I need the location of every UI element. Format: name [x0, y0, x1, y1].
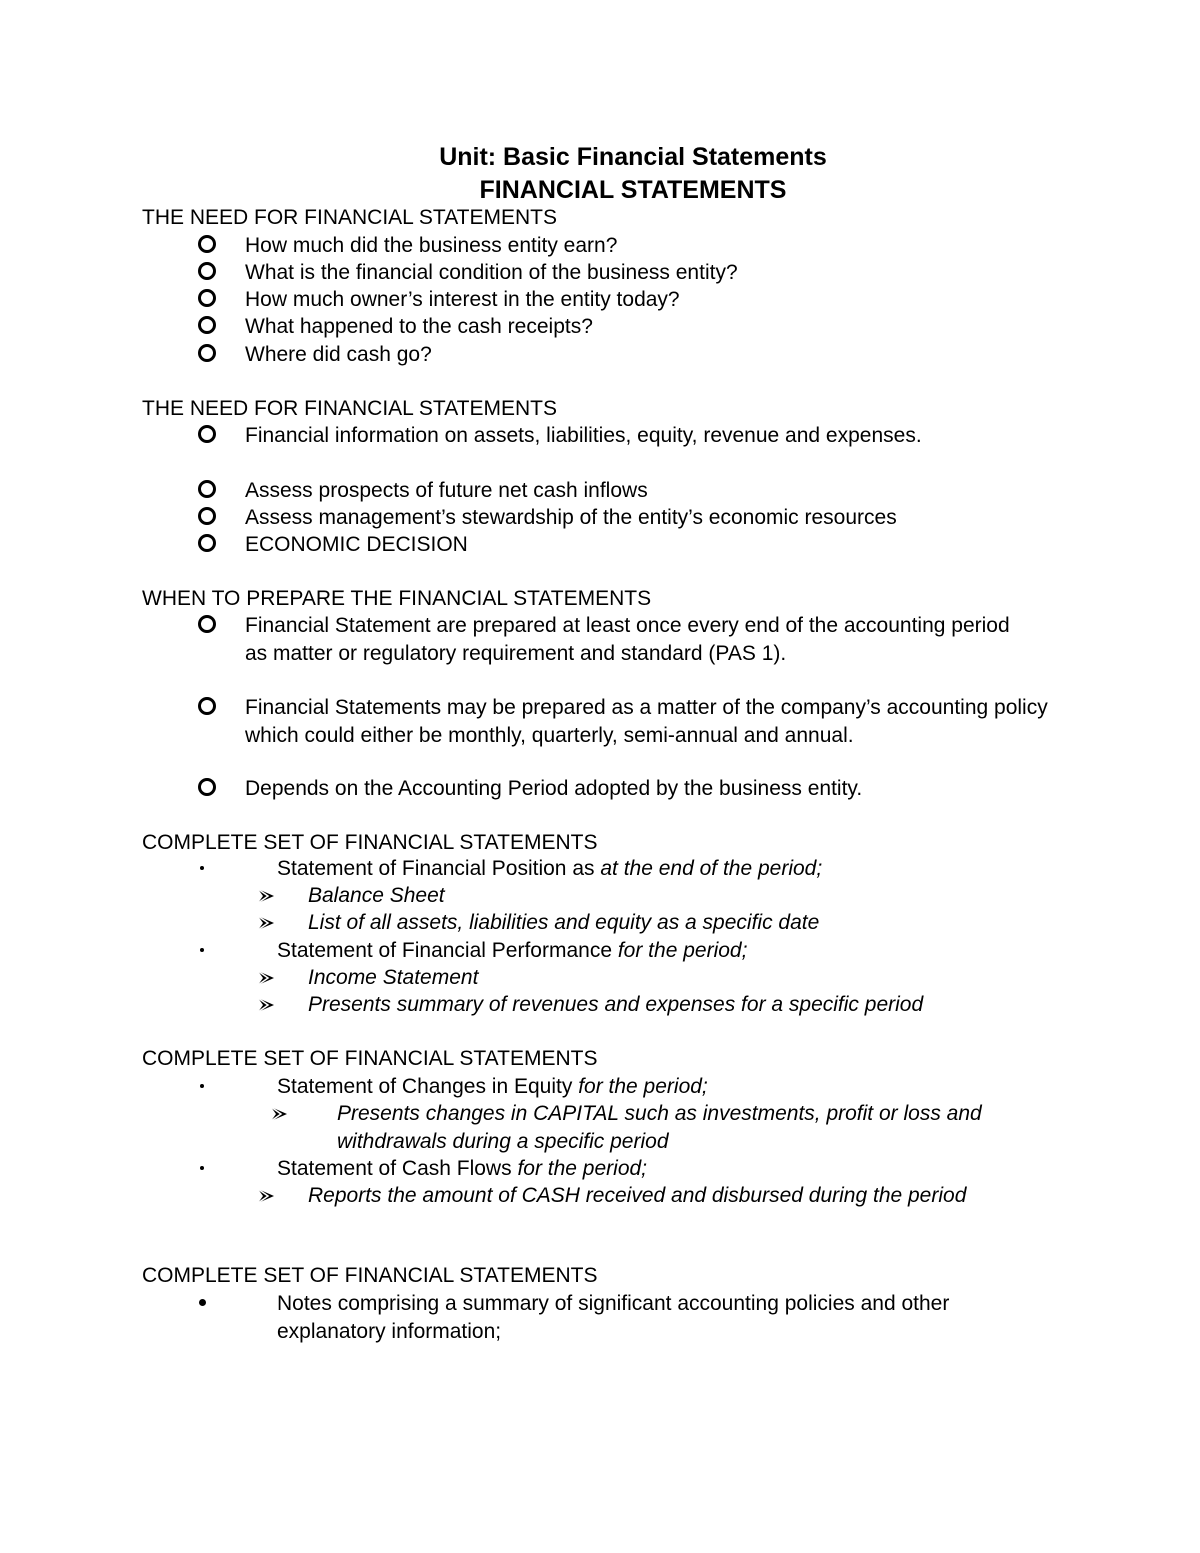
arrow-bullet-icon — [257, 970, 275, 986]
circle-bullet-icon — [198, 480, 216, 498]
list-item: What is the financial condition of the business entity? — [245, 261, 738, 284]
circle-bullet-icon — [198, 235, 216, 253]
circle-bullet-icon — [198, 534, 216, 552]
section-heading: THE NEED FOR FINANCIAL STATEMENTS — [142, 397, 557, 420]
item-text: Statement of Cash Flows — [277, 1157, 518, 1180]
list-item: Assess prospects of future net cash inflows — [245, 479, 648, 502]
list-item: Financial Statements may be prepared as a matter of the company’s accounting policy which could either be monthly, quarterly, semi-annual and annual. — [245, 696, 1048, 747]
sub-item: Presents summary of revenues and expenses for a specific period — [308, 993, 924, 1016]
circle-bullet-icon — [198, 697, 216, 715]
sub-item: Income Statement — [308, 966, 479, 989]
sub-item: List of all assets, liabilities and equity as a specific date — [308, 911, 820, 934]
item-emphasis: for the period; — [578, 1075, 708, 1098]
item-text: Statement of Changes in Equity — [277, 1075, 579, 1098]
section-heading: THE NEED FOR FINANCIAL STATEMENTS — [142, 206, 557, 229]
bullet-dot-icon — [200, 1166, 204, 1170]
list-item — [277, 1155, 1077, 1183]
section-heading: COMPLETE SET OF FINANCIAL STATEMENTS — [142, 1264, 598, 1287]
sub-item: Reports the amount of CASH received and disbursed during the period — [308, 1184, 967, 1207]
list-item — [277, 1073, 1077, 1101]
page-title: Unit: Basic Financial Statements — [439, 143, 827, 171]
arrow-bullet-icon — [257, 1188, 275, 1204]
item-emphasis: at the end of the period; — [600, 857, 823, 880]
arrow-bullet-icon — [257, 915, 275, 931]
circle-bullet-icon — [198, 344, 216, 362]
circle-bullet-icon — [198, 289, 216, 307]
list-item: Notes comprising a summary of significant accounting policies and other explanatory information; — [277, 1292, 950, 1343]
list-item — [277, 855, 1077, 883]
bullet-dot-icon — [199, 1299, 206, 1306]
list-item: Assess management’s stewardship of the entity’s economic resources — [245, 506, 897, 529]
arrow-bullet-icon — [257, 888, 275, 904]
item-text: Statement of Financial Position as — [277, 857, 601, 880]
circle-bullet-icon — [198, 316, 216, 334]
section-heading: COMPLETE SET OF FINANCIAL STATEMENTS — [142, 831, 598, 854]
item-emphasis: for the period; — [617, 939, 748, 962]
item-text: Statement of Financial Performance — [277, 939, 618, 962]
list-item: Depends on the Accounting Period adopted by the business entity. — [245, 777, 863, 800]
sub-item: Presents changes in CAPITAL such as investments, profit or loss and withdrawals during a specific period — [337, 1102, 982, 1153]
bullet-dot-icon — [200, 948, 204, 952]
section-heading: COMPLETE SET OF FINANCIAL STATEMENTS — [142, 1047, 598, 1070]
list-item: How much owner’s interest in the entity today? — [245, 288, 680, 311]
list-item: Financial Statement are prepared at least once every end of the accounting period as matter or regulatory requirement and standard (PAS 1). — [245, 614, 1010, 665]
circle-bullet-icon — [198, 615, 216, 633]
list-item: How much did the business entity earn? — [245, 234, 618, 257]
arrow-bullet-icon — [270, 1106, 288, 1122]
list-item: What happened to the cash receipts? — [245, 315, 593, 338]
list-item: Financial information on assets, liabilities, equity, revenue and expenses. — [245, 424, 922, 447]
circle-bullet-icon — [198, 262, 216, 280]
item-emphasis: for the period; — [517, 1157, 648, 1180]
list-item: ECONOMIC DECISION — [245, 533, 468, 556]
bullet-dot-icon — [200, 866, 204, 870]
bullet-dot-icon — [200, 1084, 204, 1088]
sub-item: Balance Sheet — [308, 884, 445, 907]
list-item — [277, 937, 1077, 965]
circle-bullet-icon — [198, 507, 216, 525]
section-heading: WHEN TO PREPARE THE FINANCIAL STATEMENTS — [142, 587, 652, 610]
circle-bullet-icon — [198, 425, 216, 443]
page-subtitle: FINANCIAL STATEMENTS — [479, 176, 787, 204]
arrow-bullet-icon — [257, 997, 275, 1013]
list-item: Where did cash go? — [245, 343, 432, 366]
circle-bullet-icon — [198, 778, 216, 796]
